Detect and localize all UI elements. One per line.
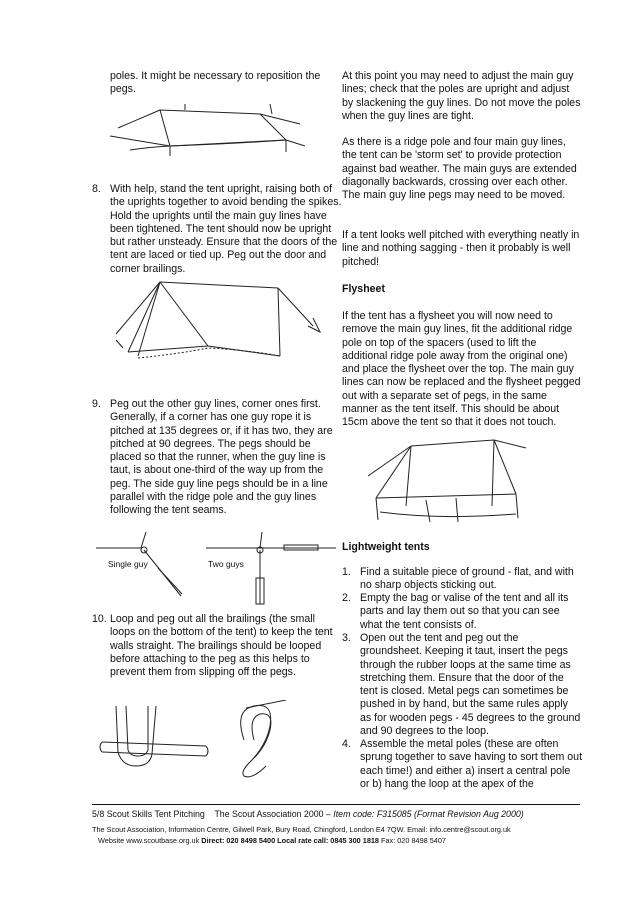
footer-association: The Scout Association 2000 – xyxy=(214,809,331,819)
footer-local-phone: Local rate call: 0845 300 1818 xyxy=(277,836,379,845)
brailing-loop-illustration xyxy=(96,700,316,780)
two-guys-caption: Two guys xyxy=(208,559,244,569)
footer-direct-phone: Direct: 020 8498 5400 xyxy=(201,836,276,845)
step-9-number: 9. xyxy=(92,398,101,410)
flysheet-tent-illustration xyxy=(366,436,531,528)
single-guy-caption: Single guy xyxy=(108,559,148,569)
lightweight-step-2-number: 2. xyxy=(342,592,351,604)
step-10-number: 10. xyxy=(92,613,107,625)
step-8-number: 8. xyxy=(92,183,101,195)
footer-fax: Fax: 020 8498 5407 xyxy=(381,836,446,845)
lightweight-step-3-number: 3. xyxy=(342,632,351,644)
lightweight-step-4-number: 4. xyxy=(342,738,351,750)
footer-contact-line xyxy=(98,836,446,845)
well-pitched-text: If a tent looks well pitched with everything neatly in line and nothing sagging - then it probably is well pitched! xyxy=(342,229,580,268)
footer-rule xyxy=(92,804,580,805)
lightweight-step-1-number: 1. xyxy=(342,566,351,578)
footer-item-code: Item code: F315085 (Format Revision Aug 2000) xyxy=(333,809,524,819)
lightweight-step-2-text: Empty the bag or valise of the tent and all its parts and lay them out so that you can see what the tent consists of. xyxy=(360,592,569,631)
lightweight-tents-heading: Lightweight tents xyxy=(342,541,430,553)
lightweight-step-1-text: Find a suitable piece of ground - flat, and with no sharp objects sticking out. xyxy=(360,566,574,592)
flysheet-text: If the tent has a flysheet you will now need to remove the main guy lines, fit the additional ridge pole on top of the spacers (used to lift the additional ridge pole away from the original one) and place the flysheet over the top. The main guy lines can now be replaced and the flysheet pegged out with a separate set of pegs, in the same manner as the tent itself. This should be about 15cm above the tent so that it does not touch. xyxy=(342,310,581,429)
lightweight-step-3-text: Open out the tent and peg out the groundsheet. Keeping it taut, insert the pegs through the rubber loops at the same time as stretching them. Ensure that the door of the tent is closed. Metal pegs can sometimes be pushed in by hand, but the same rules apply as for wooden pegs - 45 degrees to the ground and 90 degrees to the loop. xyxy=(360,632,581,738)
lightweight-step-4-text: Assemble the metal poles (these are often sprung together to save having to sort them out each time!) and either a) insert a central pole or b) hang the loop at the apex of the xyxy=(360,738,583,790)
footer-page-number: 5/8 xyxy=(92,809,105,819)
step-9-text: Peg out the other guy lines, corner ones first. Generally, if a corner has one guy rope it is pitched at 135 degrees or, if it has two, they are pitched at 90 degrees. The pegs should be placed so that the runner, when the guy line is taut, is about one-third of the way up from the peg. The side guy line pegs should be in a line parallel with the ridge pole and the guy lines following the tent seams. xyxy=(110,398,333,517)
standing-tent-illustration xyxy=(108,276,328,368)
intro-text: poles. It might be necessary to reposition the pegs. xyxy=(110,70,321,96)
footer-doc-title: Scout Skills Tent Pitching xyxy=(106,809,205,819)
footer-address: The Scout Association, Information Centre, Gilwell Park, Bury Road, Chingford, London E4 7QW. Email: info.centre@scout.org.uk xyxy=(92,825,511,834)
footer-website: Website www.scoutbase.org.uk xyxy=(98,836,200,845)
adjust-guy-lines-text: At this point you may need to adjust the main guy lines; check that the poles are upright and adjust by slackening the guy lines. Do not move the poles when the guy lines are tight. xyxy=(342,70,581,122)
footer-line-1 xyxy=(92,809,524,819)
step-8-text: With help, stand the tent upright, raising both of the uprights together to avoid bending the spikes. Hold the uprights until the main guy lines have been tightened. The tent should now be upright but rather unsteady. Ensure that the doors of the tent are laced or tied up. Peg out the door and corner brailings. xyxy=(110,183,342,275)
flysheet-heading: Flysheet xyxy=(342,283,385,295)
step-10-text: Loop and peg out all the brailings (the small loops on the bottom of the tent) to keep the tent walls straight. The brailings should be looped before attaching to the peg as this helps to prevent them from slipping off the pegs. xyxy=(110,613,333,679)
flat-tent-illustration xyxy=(100,98,310,162)
storm-set-text: As there is a ridge pole and four main guy lines, the tent can be 'storm set' to provide protection against bad weather. The main guys are extended diagonally backwards, crossing over each other. The main guy line pegs may need to be moved. xyxy=(342,136,577,202)
